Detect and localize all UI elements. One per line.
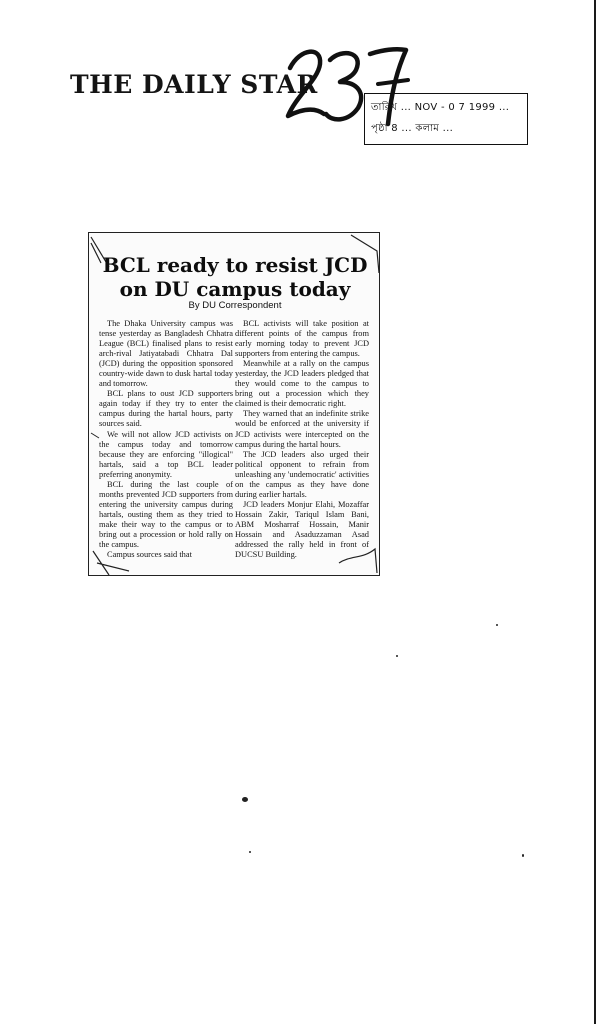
scan-speck xyxy=(396,655,398,657)
article-paragraph: Meanwhile at a rally on the campus yesterday, the JCD leaders pledged that they would come to the campus to bring out a procession which they claimed is their democratic right. xyxy=(235,359,369,409)
article-paragraph: BCL activists will take position at different points of the campus from early morning today to prevent JCD supporters from entering the campus. xyxy=(235,319,369,359)
article-paragraph: We will not allow JCD activists on the campus today and tomorrow because they are enforcing "illogical" hartals, said a top BCL leader preferring anonymity. xyxy=(99,429,233,479)
scan-speck xyxy=(522,854,524,857)
newspaper-masthead: THE DAILY STAR xyxy=(70,70,318,99)
article-column-left xyxy=(99,319,233,560)
article-paragraph: BCL during the last couple of months prevented JCD supporters from entering the university campus during hartals, ousting them as they tried to make their way to the campus or to bring out a procession or hold rally on the campus. xyxy=(99,479,233,550)
article-paragraph: JCD leaders Monjur Elahi, Mozaffar Hossain Zakir, Tariqul Islam Bani, ABM Mosharraf Hossain, Manir Hossain and Asaduzzaman Asad addressed the rally held in front of DUCSU Building. xyxy=(235,499,369,560)
article-paragraph: They warned that an indefinite strike would be enforced at the university if JCD activists were intercepted on the campus during the hartal hours. xyxy=(235,409,369,449)
filing-stamp xyxy=(364,93,528,145)
stamp-page-line: পৃষ্ঠা 8 ... কলাম ... xyxy=(371,123,454,134)
article-headline: BCL ready to resist JCD on DU campus today xyxy=(102,253,368,301)
article-paragraph: BCL plans to oust JCD supporters again today if they try to enter the campus during the hartal hours, party sources said. xyxy=(99,389,233,429)
scan-speck xyxy=(496,624,498,626)
scan-speck xyxy=(242,797,248,802)
article-paragraph: Campus sources said that xyxy=(107,550,192,560)
page-edge xyxy=(594,0,596,1024)
article-column-right xyxy=(235,319,369,560)
article-paragraph: The JCD leaders also urged their political opponent to refrain from unleashing any 'undemocratic' activities on the campus as they have done during earlier hartals. xyxy=(235,449,369,499)
article-paragraph: The Dhaka University campus was tense yesterday as Bangladesh Chhatra League (BCL) finalised plans to resist arch-rival Jatiyatabadi Chhatra Dal (JCD) during the opposition sponsored country-wide dawn to dusk hartal today and tomorrow. xyxy=(99,319,233,389)
scan-speck xyxy=(249,851,251,853)
stamp-date-line: তারিখ ... NOV - 0 7 1999 ... xyxy=(371,102,510,113)
newspaper-clipping xyxy=(88,232,380,576)
article-byline: By DU Correspondent xyxy=(188,300,282,311)
